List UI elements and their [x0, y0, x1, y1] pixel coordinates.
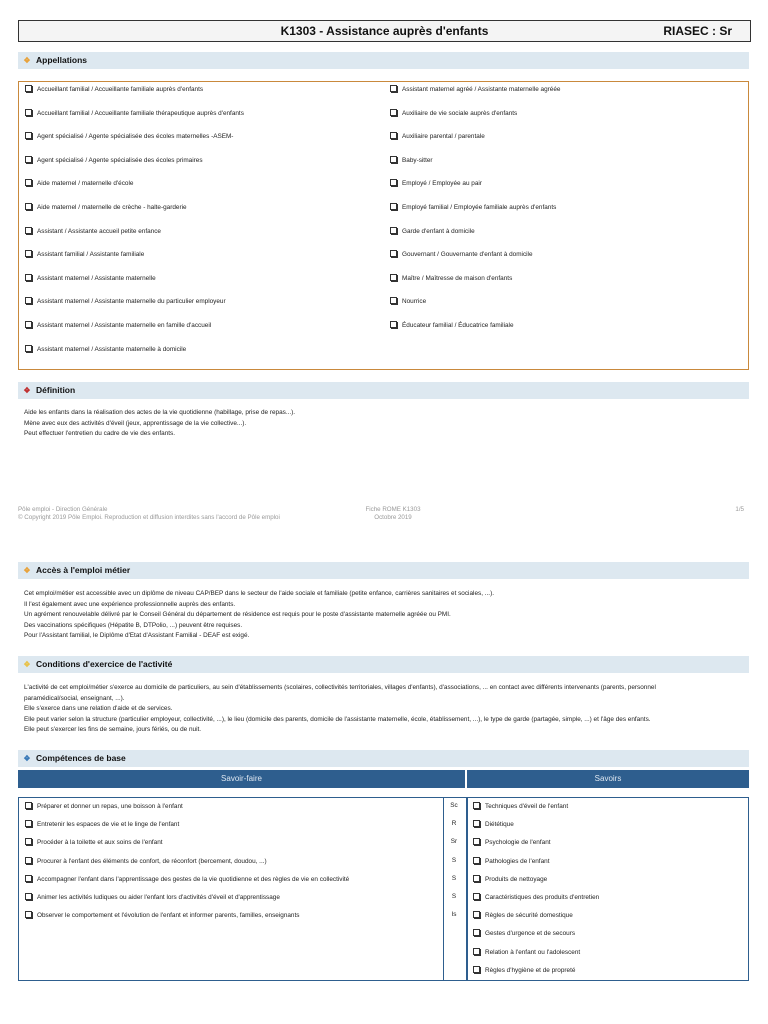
savoir-faire-item: [25, 911, 299, 919]
riasec-code-cell: S: [451, 893, 457, 900]
savoir-item-label: Relation à l'enfant ou l'adolescent: [485, 948, 581, 956]
footer-org: Pôle emploi - Direction Générale: [18, 506, 108, 513]
savoir-item: [473, 820, 514, 828]
savoir-faire-item-label: Procurer à l'enfant des éléments de confort, de réconfort (bercement, doudou, ...): [37, 857, 267, 865]
appellation-item-label: Employé familial / Employée familiale auprès d'enfants: [402, 204, 557, 211]
acces-line: Il l'est également avec une expérience professionnelle auprès des enfants.: [24, 600, 236, 608]
appellation-item: [25, 203, 187, 211]
checkbox-icon: [473, 966, 480, 973]
appellation-item-label: Maître / Maîtresse de maison d'enfants: [402, 274, 513, 282]
appellation-item: [390, 274, 512, 282]
savoir-item-label: Pathologies de l'enfant: [485, 857, 550, 865]
riasec-code-cell: R: [451, 820, 457, 828]
section-definition: [18, 382, 749, 399]
appellation-item: [390, 227, 475, 235]
column-header-savoir-faire: Savoir-faire: [18, 770, 465, 788]
section-title: Conditions d'exercice de l'activité: [36, 659, 173, 669]
appellation-item: [25, 250, 144, 258]
savoir-faire-item: [25, 802, 183, 810]
fiche-title-bar: [18, 20, 751, 42]
appellation-item: [390, 156, 433, 164]
appellation-item-label: Assistant maternel / Assistante maternelle à domicile: [37, 345, 187, 353]
conditions-line: Elle s'exerce dans une relation d'aide et de services.: [24, 705, 173, 712]
riasec-code-cell: Is: [451, 911, 457, 919]
column-header-savoirs: Savoirs: [467, 770, 749, 788]
appellation-item-label: Nourrice: [402, 298, 427, 306]
checkbox-icon: [390, 156, 397, 163]
fiche-title: K1303 - Assistance auprès d'enfants: [280, 24, 489, 38]
checkbox-icon: [473, 911, 480, 918]
savoir-faire-item: [25, 838, 163, 846]
appellation-item: [390, 132, 485, 140]
section-conditions: [18, 656, 749, 673]
section-title: Compétences de base: [36, 753, 126, 763]
diamond-icon: ❖: [23, 386, 31, 395]
footer-left: [18, 506, 280, 522]
appellation-item-label: Éducateur familial / Éducatrice familiale: [402, 322, 514, 329]
definition-line: Aide les enfants dans la réalisation des actes de la vie quotidienne (habillage, prise de repas...).: [24, 409, 296, 416]
diamond-icon: ❖: [23, 566, 31, 575]
conditions-text: [24, 683, 656, 736]
appellation-item-label: Aide maternel / maternelle d'école: [37, 180, 134, 188]
definition-line: Peut effectuer l'entretien du cadre de vie des enfants.: [24, 430, 176, 437]
appellation-item-label: Baby-sitter: [402, 156, 433, 164]
checkbox-icon: [473, 838, 480, 845]
checkbox-icon: [25, 227, 32, 234]
appellation-item: [25, 132, 233, 140]
appellation-item-label: Agent spécialisé / Agente spécialisée des écoles primaires: [37, 156, 203, 164]
appellation-item: [390, 179, 482, 187]
savoir-item-label: Caractéristiques des produits d'entretien: [485, 894, 600, 901]
appellation-item: [25, 274, 156, 282]
checkbox-icon: [25, 274, 32, 281]
acces-line: Pour l'Assistant familial, le Diplôme d'Etat d'Assistant Familial - DEAF est exigé.: [24, 632, 250, 639]
section-title: Définition: [36, 385, 76, 395]
appellation-item: [390, 203, 556, 211]
savoir-item: [473, 966, 575, 974]
appellation-item: [25, 321, 211, 329]
diamond-icon: ❖: [23, 56, 31, 65]
savoir-item: [473, 838, 551, 846]
definition-line: Mène avec eux des activités d'éveil (jeux, apprentissage de la vie collective...).: [24, 419, 247, 427]
appellation-item-label: Garde d'enfant à domicile: [402, 227, 475, 235]
footer-copyright: © Copyright 2019 Pôle Emploi. Reproduction et diffusion interdites sans l'accord de Pôle emploi: [18, 514, 280, 521]
appellation-item: [390, 321, 514, 329]
checkbox-icon: [473, 820, 480, 827]
checkbox-icon: [473, 948, 480, 955]
checkbox-icon: [25, 109, 32, 116]
appellation-item: [390, 297, 426, 305]
appellation-item: [25, 227, 161, 235]
savoir-faire-item-label: Animer les activités ludiques ou aider l'enfant lors d'activités d'éveil et d'apprentissage: [37, 894, 280, 901]
footer-fiche: Fiche ROME K1303: [365, 506, 421, 513]
section-competences: [18, 750, 749, 767]
savoir-faire-item-label: Procéder à la toilette et aux soins de l'enfant: [37, 839, 163, 847]
checkbox-icon: [390, 132, 397, 139]
savoir-item: [473, 802, 568, 810]
checkbox-icon: [25, 820, 32, 827]
footer-date: Octobre 2019: [374, 514, 412, 521]
savoir-item-label: Produits de nettoyage: [485, 875, 548, 883]
appellation-item-label: Aide maternel / maternelle de crèche - halte-garderie: [37, 204, 187, 211]
checkbox-icon: [25, 85, 32, 92]
checkbox-icon: [390, 179, 397, 186]
section-title: Appellations: [36, 55, 88, 65]
checkbox-icon: [390, 227, 397, 234]
savoir-item-label: Règles d'hygiène et de propreté: [485, 966, 576, 974]
conditions-line: paramédical/social, enseignant, ...).: [24, 694, 125, 702]
appellation-item: [25, 85, 203, 93]
checkbox-icon: [473, 857, 480, 864]
appellation-item-label: Assistant maternel / Assistante maternelle: [37, 274, 156, 282]
appellation-item: [25, 179, 133, 187]
diamond-icon: ❖: [23, 754, 31, 763]
checkbox-icon: [390, 297, 397, 304]
savoir-item-label: Psychologie de l'enfant: [485, 839, 551, 847]
checkbox-icon: [25, 156, 32, 163]
savoir-faire-item: [25, 857, 267, 865]
checkbox-icon: [25, 250, 32, 257]
appellation-item-label: Gouvernant / Gouvernante d'enfant à domicile: [402, 251, 533, 259]
appellation-item-label: Assistant maternel / Assistante maternelle en famille d'accueil: [37, 322, 212, 329]
appellation-item-label: Accueillant familial / Accueillante familiale auprès d'enfants: [37, 86, 204, 93]
checkbox-icon: [25, 875, 32, 882]
checkbox-icon: [25, 857, 32, 864]
savoir-item: [473, 929, 575, 937]
appellation-item: [25, 156, 203, 164]
savoir-faire-item-label: Accompagner l'enfant dans l'apprentissage des gestes de la vie quotidienne et des règles de vie en collectivité: [37, 875, 350, 883]
appellation-item-label: Employé / Employée au pair: [402, 180, 482, 188]
checkbox-icon: [390, 250, 397, 257]
checkbox-icon: [25, 802, 32, 809]
checkbox-icon: [25, 132, 32, 139]
savoir-item: [473, 893, 599, 901]
savoir-faire-item-label: Entretenir les espaces de vie et le linge de l'enfant: [37, 821, 180, 829]
riasec-code-cell: Sr: [450, 838, 458, 846]
checkbox-icon: [473, 893, 480, 900]
riasec-code-cell: S: [451, 856, 457, 864]
checkbox-icon: [25, 179, 32, 186]
savoir-item-label: Gestes d'urgence et de secours: [485, 930, 576, 938]
savoir-item: [473, 911, 573, 919]
checkbox-icon: [390, 203, 397, 210]
appellation-item-label: Auxiliaire parental / parentale: [402, 133, 485, 141]
acces-line: Un agrément renouvelable délivré par le Conseil Général du département de résidence est requis pour le poste d'assistante maternelle agréée ou PMI.: [24, 611, 451, 618]
checkbox-icon: [25, 345, 32, 352]
footer-page-number: 1/5: [735, 506, 744, 513]
checkbox-icon: [390, 321, 397, 328]
acces-line: Des vaccinations spécifiques (Hépatite B, DTPolio, ...) peuvent être requises.: [24, 621, 243, 629]
savoir-item: [473, 875, 547, 883]
appellation-item-label: Assistant / Assistante accueil petite enfance: [37, 227, 161, 235]
riasec-code: RIASEC : Sr: [663, 24, 732, 38]
appellation-item: [25, 109, 244, 117]
savoir-item-label: Règles de sécurité domestique: [485, 912, 573, 920]
appellation-item-label: Auxiliaire de vie sociale auprès d'enfants: [402, 109, 518, 117]
savoir-faire-item-label: Observer le comportement et l'évolution de l'enfant et informer parents, familles, enseignants: [37, 912, 300, 920]
savoir-item-label: Techniques d'éveil de l'enfant: [485, 803, 569, 810]
savoir-faire-item: [25, 820, 179, 828]
section-acces: [18, 562, 749, 579]
checkbox-icon: [390, 109, 397, 116]
conditions-line: Elle peut s'exercer les fins de semaine, jours fériés, ou de nuit.: [24, 726, 202, 733]
riasec-code-cell: S: [451, 874, 457, 882]
riasec-code-cell: Sc: [450, 802, 458, 809]
appellation-item: [390, 250, 533, 258]
appellation-item: [25, 297, 226, 305]
appellation-item-label: Assistant maternel / Assistante maternelle du particulier employeur: [37, 298, 226, 306]
savoir-faire-item-label: Préparer et donner un repas, une boisson à l'enfant: [37, 803, 183, 810]
savoir-faire-item: [25, 875, 349, 883]
checkbox-icon: [25, 838, 32, 845]
checkbox-icon: [473, 802, 480, 809]
diamond-icon: ❖: [23, 660, 31, 669]
appellation-item: [390, 109, 517, 117]
savoir-faire-item: [25, 893, 280, 901]
checkbox-icon: [25, 321, 32, 328]
appellation-item: [25, 345, 186, 353]
checkbox-icon: [390, 274, 397, 281]
acces-line: Cet emploi/métier est accessible avec un diplôme de niveau CAP/BEP dans le secteur de l'aide sociale et familiale (petite enfance, carrières sanitaires et sociales, ...).: [24, 590, 494, 597]
savoir-item-label: Diététique: [485, 821, 514, 829]
section-appellations: [18, 52, 749, 69]
checkbox-icon: [25, 911, 32, 918]
checkbox-icon: [25, 893, 32, 900]
savoir-item: [473, 948, 580, 956]
section-title: Accès à l'emploi métier: [36, 565, 131, 575]
appellation-item-label: Accueillant familial / Accueillante familiale thérapeutique auprès d'enfants: [37, 109, 244, 117]
footer-middle: [340, 506, 446, 522]
conditions-line: L'activité de cet emploi/métier s'exerce au domicile de particuliers, au sein d'établissements (scolaires, collectivités territoriales, villages d'enfants), d'associations, ... en contact avec différents intervenants (parents, personnel: [24, 684, 656, 691]
appellation-item-label: Assistant maternel agréé / Assistante maternelle agréée: [402, 86, 561, 93]
checkbox-icon: [25, 203, 32, 210]
definition-text: [24, 408, 295, 440]
conditions-line: Elle peut varier selon la structure (particulier employeur, collectivité, ...), le lieu (domicile des parents, domicile de l'assistante maternelle, école, établissement, ...), le type de garde (partagée, simple, ...) et l'âge des enfants.: [24, 715, 651, 723]
checkbox-icon: [25, 297, 32, 304]
acces-text: [24, 589, 494, 642]
appellation-item: [390, 85, 560, 93]
checkbox-icon: [390, 85, 397, 92]
appellation-item-label: Agent spécialisé / Agente spécialisée des écoles maternelles -ASEM-: [37, 133, 234, 141]
appellation-item-label: Assistant familial / Assistante familiale: [37, 251, 145, 259]
checkbox-icon: [473, 929, 480, 936]
checkbox-icon: [473, 875, 480, 882]
savoir-item: [473, 857, 549, 865]
